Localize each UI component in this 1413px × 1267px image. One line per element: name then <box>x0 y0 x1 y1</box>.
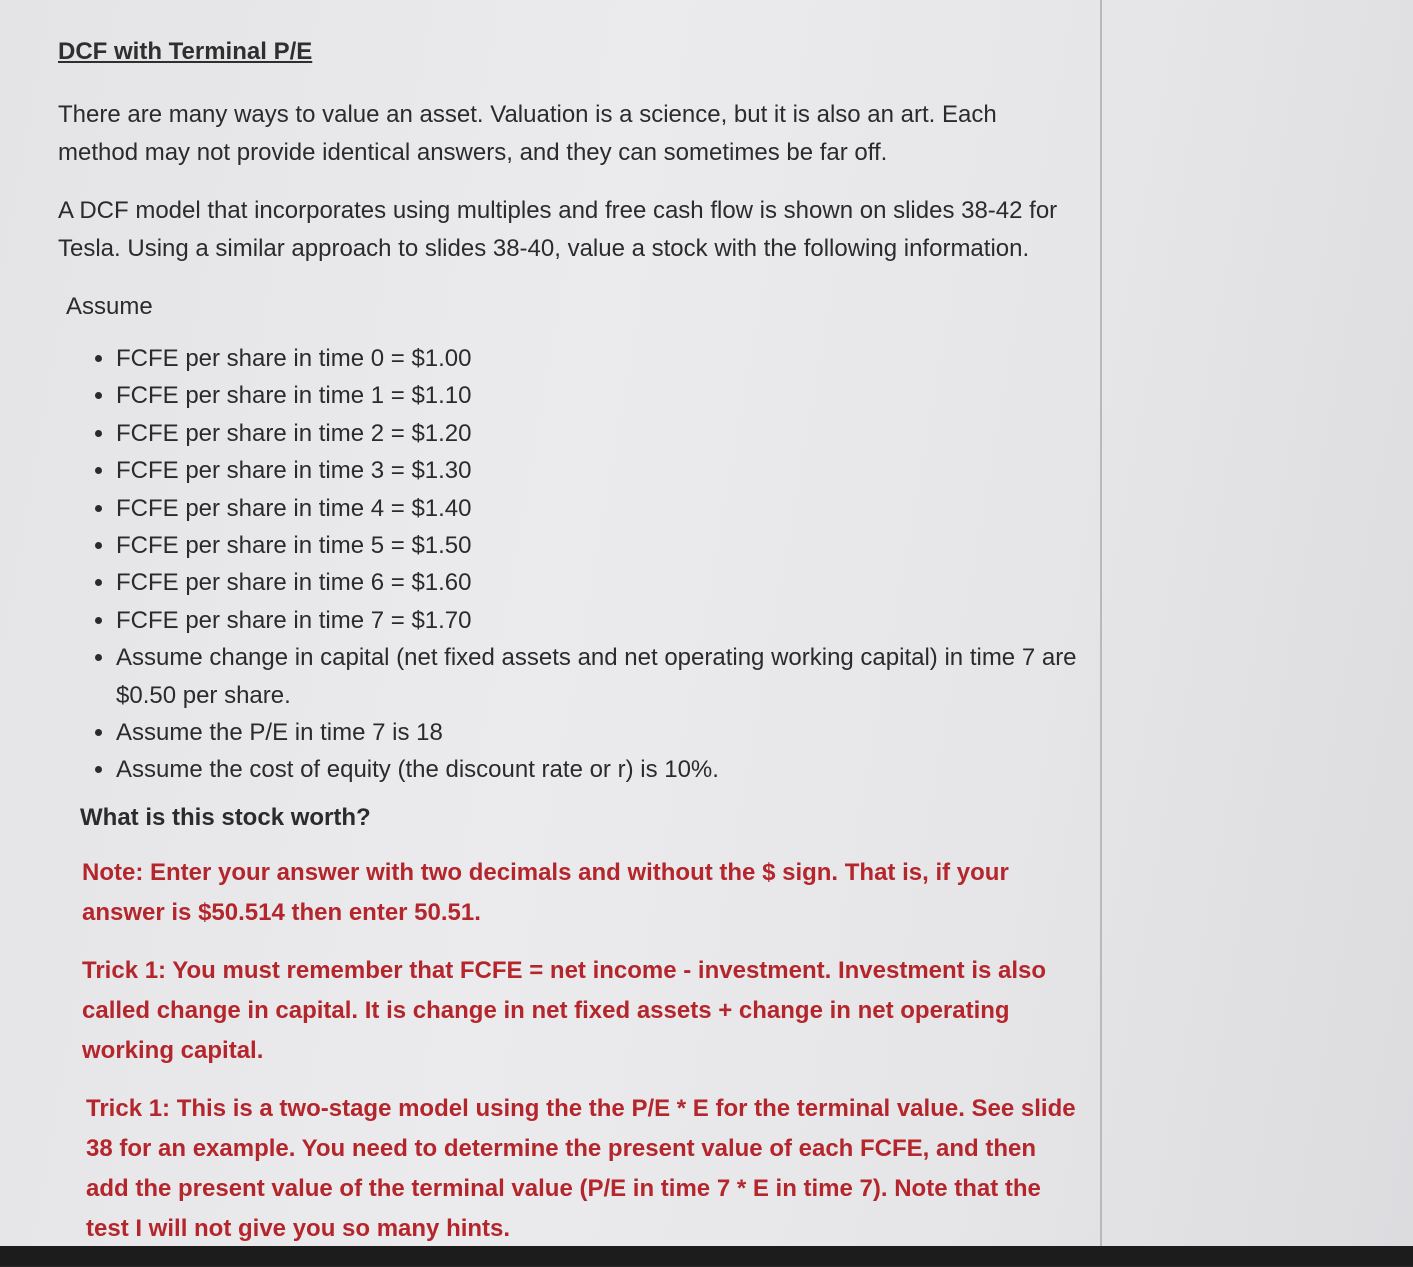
trick-one: Trick 1: You must remember that FCFE = net income - investment. Investment is also called change in capital. It is change in net fixed assets + change in net operating working capital. <box>82 956 1047 1064</box>
question-text: What is this stock worth? <box>80 803 371 831</box>
list-item: • Assume the cost of equity (the discount rate or r) is 10%. <box>116 751 1078 788</box>
list-item: • FCFE per share in time 6 = $1.60 <box>116 564 1078 601</box>
intro-paragraph: There are many ways to value an asset. Valuation is a science, but it is also an art. Each method may not provide identical answers, and they can sometimes be far off. <box>58 101 997 166</box>
answer-note: Note: Enter your answer with two decimals and without the $ sign. That is, if your answer is $50.514 then enter 50.51. <box>82 858 1009 926</box>
question-content <box>58 30 1078 1267</box>
trick-two: Trick 1: This is a two-stage model using the the P/E * E for the terminal value. See slide 38 for an example. You need to determine the present value of each FCFE, and then add the present value of the terminal value (P/E in time 7 * E in time 7). Note that the test I will not give you so many hints. <box>86 1094 1076 1242</box>
list-item: • FCFE per share in time 7 = $1.70 <box>116 602 1078 639</box>
assume-label: Assume <box>66 293 153 320</box>
list-item: • FCFE per share in time 5 = $1.50 <box>116 527 1078 564</box>
list-item: • Assume change in capital (net fixed assets and net operating working capital) in time 7 are $0.50 per share. <box>116 639 1078 714</box>
list-item: • FCFE per share in time 1 = $1.10 <box>116 377 1078 414</box>
list-item: • FCFE per share in time 3 = $1.30 <box>116 452 1078 489</box>
model-paragraph: A DCF model that incorporates using multiples and free cash flow is shown on slides 38-42 for Tesla. Using a similar approach to slides 38-40, value a stock with the following information. <box>58 197 1058 262</box>
list-item: • FCFE per share in time 0 = $1.00 <box>116 340 1078 377</box>
screen-bezel <box>0 1246 1413 1266</box>
list-item: • Assume the P/E in time 7 is 18 <box>116 714 1078 751</box>
content-divider <box>1100 0 1102 1246</box>
page-title: DCF with Terminal P/E <box>58 38 313 65</box>
assumptions-list <box>58 340 1078 789</box>
list-item: • FCFE per share in time 4 = $1.40 <box>116 490 1078 527</box>
list-item: • FCFE per share in time 2 = $1.20 <box>116 415 1078 452</box>
